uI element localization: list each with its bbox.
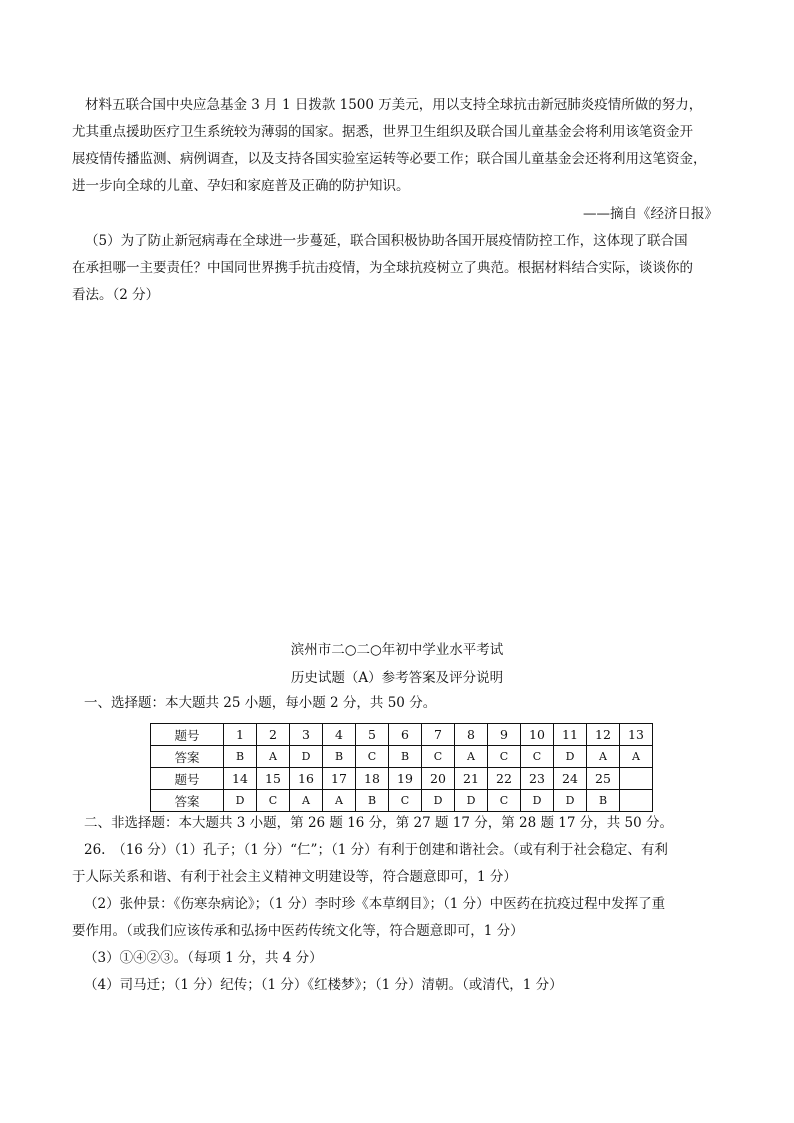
answer-line: 26. （16 分）（1）孔子；（1 分）“仁”；（1 分）有利于创建和谐社会。（或有利于社会稳定、有利: [84, 842, 668, 858]
table-cell: 15: [257, 768, 290, 790]
answer-key-title: 滨州市二○二○年初中学业水平考试: [290, 642, 504, 658]
table-cell: D: [521, 790, 554, 812]
table-cell: B: [389, 746, 422, 768]
answer-line: 于人际关系和谐、有利于社会主义精神文明建设等，符合题意即可，1 分）: [72, 869, 517, 885]
table-cell: D: [554, 790, 587, 812]
table-header-cell: 答案: [151, 746, 224, 768]
table-header-cell: 答案: [151, 790, 224, 812]
table-cell: A: [290, 790, 323, 812]
table-cell: 13: [620, 724, 653, 746]
table-cell: 1: [224, 724, 257, 746]
table-cell: 2: [257, 724, 290, 746]
answer-26-part-4: （4）司马迁；（1 分）纪传；（1 分）《红楼梦》；（1 分）清朝。（或清代，1 分）: [84, 977, 563, 993]
answer-line: （2）张仲景：《伤寒杂病论》；（1 分）李时珍《本草纲目》；（1 分）中医药在抗疫过程中发挥了重: [84, 896, 666, 912]
table-row: [151, 724, 653, 746]
table-cell: 22: [488, 768, 521, 790]
material-five-paragraph: [72, 92, 724, 200]
table-cell: A: [257, 746, 290, 768]
table-cell: C: [422, 746, 455, 768]
question-five: [72, 228, 724, 309]
table-cell: D: [422, 790, 455, 812]
answer-key-subtitle: 历史试题（A）参考答案及评分说明: [290, 670, 504, 686]
table-cell: 16: [290, 768, 323, 790]
table-cell: 3: [290, 724, 323, 746]
question-line: 在承担哪一主要责任？中国同世界携手抗击疫情，为全球抗疫树立了典范。根据材料结合实际，谈谈你的: [72, 260, 693, 276]
table-header-cell: 题号: [151, 768, 224, 790]
table-cell: 7: [422, 724, 455, 746]
table-cell: D: [554, 746, 587, 768]
table-cell: 9: [488, 724, 521, 746]
table-cell: 6: [389, 724, 422, 746]
table-cell: A: [587, 746, 620, 768]
table-cell: C: [488, 790, 521, 812]
table-cell: 24: [554, 768, 587, 790]
table-cell: 14: [224, 768, 257, 790]
material-line: 尤其重点援助医疗卫生系统较为薄弱的国家。据悉，世界卫生组织及联合国儿童基金会将利用该笔资金开: [72, 124, 693, 140]
table-cell: C: [488, 746, 521, 768]
table-cell: C: [389, 790, 422, 812]
table-row: [151, 768, 653, 790]
answer-line: 要作用。（或我们应该传承和弘扬中医药传统文化等，符合题意即可，1 分）: [72, 923, 524, 939]
table-cell: 10: [521, 724, 554, 746]
table-cell: A: [323, 790, 356, 812]
question-line: （5）为了防止新冠病毒在全球进一步蔓延，联合国积极协助各国开展疫情防控工作，这体现了联合国: [85, 233, 688, 249]
table-cell: B: [224, 746, 257, 768]
table-cell: 8: [455, 724, 488, 746]
table-cell: D: [455, 790, 488, 812]
table-cell: A: [455, 746, 488, 768]
table-cell: D: [224, 790, 257, 812]
section-two-heading: 二、非选择题：本大题共 3 小题，第 26 题 16 分，第 27 题 17 分，第 28 题 17 分，共 50 分。: [84, 815, 673, 831]
table-cell: B: [587, 790, 620, 812]
table-cell: 21: [455, 768, 488, 790]
table-cell: C: [521, 746, 554, 768]
answer-26-part-1: [72, 837, 724, 891]
table-cell: 23: [521, 768, 554, 790]
section-one-heading: 一、选择题：本大题共 25 小题，每小题 2 分，共 50 分。: [84, 695, 437, 711]
table-cell: 25: [587, 768, 620, 790]
table-cell: [620, 768, 653, 790]
table-row: [151, 746, 653, 768]
table-row: [151, 790, 653, 812]
table-cell: 20: [422, 768, 455, 790]
answer-26-part-3: （3）①④②③。（每项 1 分，共 4 分）: [84, 950, 323, 966]
table-cell: B: [356, 790, 389, 812]
table-cell: 5: [356, 724, 389, 746]
question-line: 看法。（2 分）: [72, 287, 160, 303]
table-cell: 4: [323, 724, 356, 746]
material-source: ——摘自《经济日报》: [583, 206, 718, 222]
table-cell: D: [290, 746, 323, 768]
table-cell: 17: [323, 768, 356, 790]
material-line: 材料五联合国中央应急基金 3 月 1 日拨款 1500 万美元，用以支持全球抗击新冠肺炎疫情所做的努力，: [85, 97, 703, 113]
table-header-cell: 题号: [151, 724, 224, 746]
table-cell: C: [356, 746, 389, 768]
table-cell: 19: [389, 768, 422, 790]
table-cell: A: [620, 746, 653, 768]
table-cell: 18: [356, 768, 389, 790]
table-cell: 11: [554, 724, 587, 746]
table-cell: 12: [587, 724, 620, 746]
material-line: 进一步向全球的儿童、孕妇和家庭普及正确的防护知识。: [72, 178, 410, 194]
table-cell: [620, 790, 653, 812]
answer-26-part-2: [72, 891, 724, 945]
answer-table: [150, 723, 653, 812]
table-cell: B: [323, 746, 356, 768]
material-line: 展疫情传播监测、病例调查，以及支持各国实验室运转等必要工作；联合国儿童基金会还将利用这笔资金，: [72, 151, 707, 167]
table-cell: C: [257, 790, 290, 812]
